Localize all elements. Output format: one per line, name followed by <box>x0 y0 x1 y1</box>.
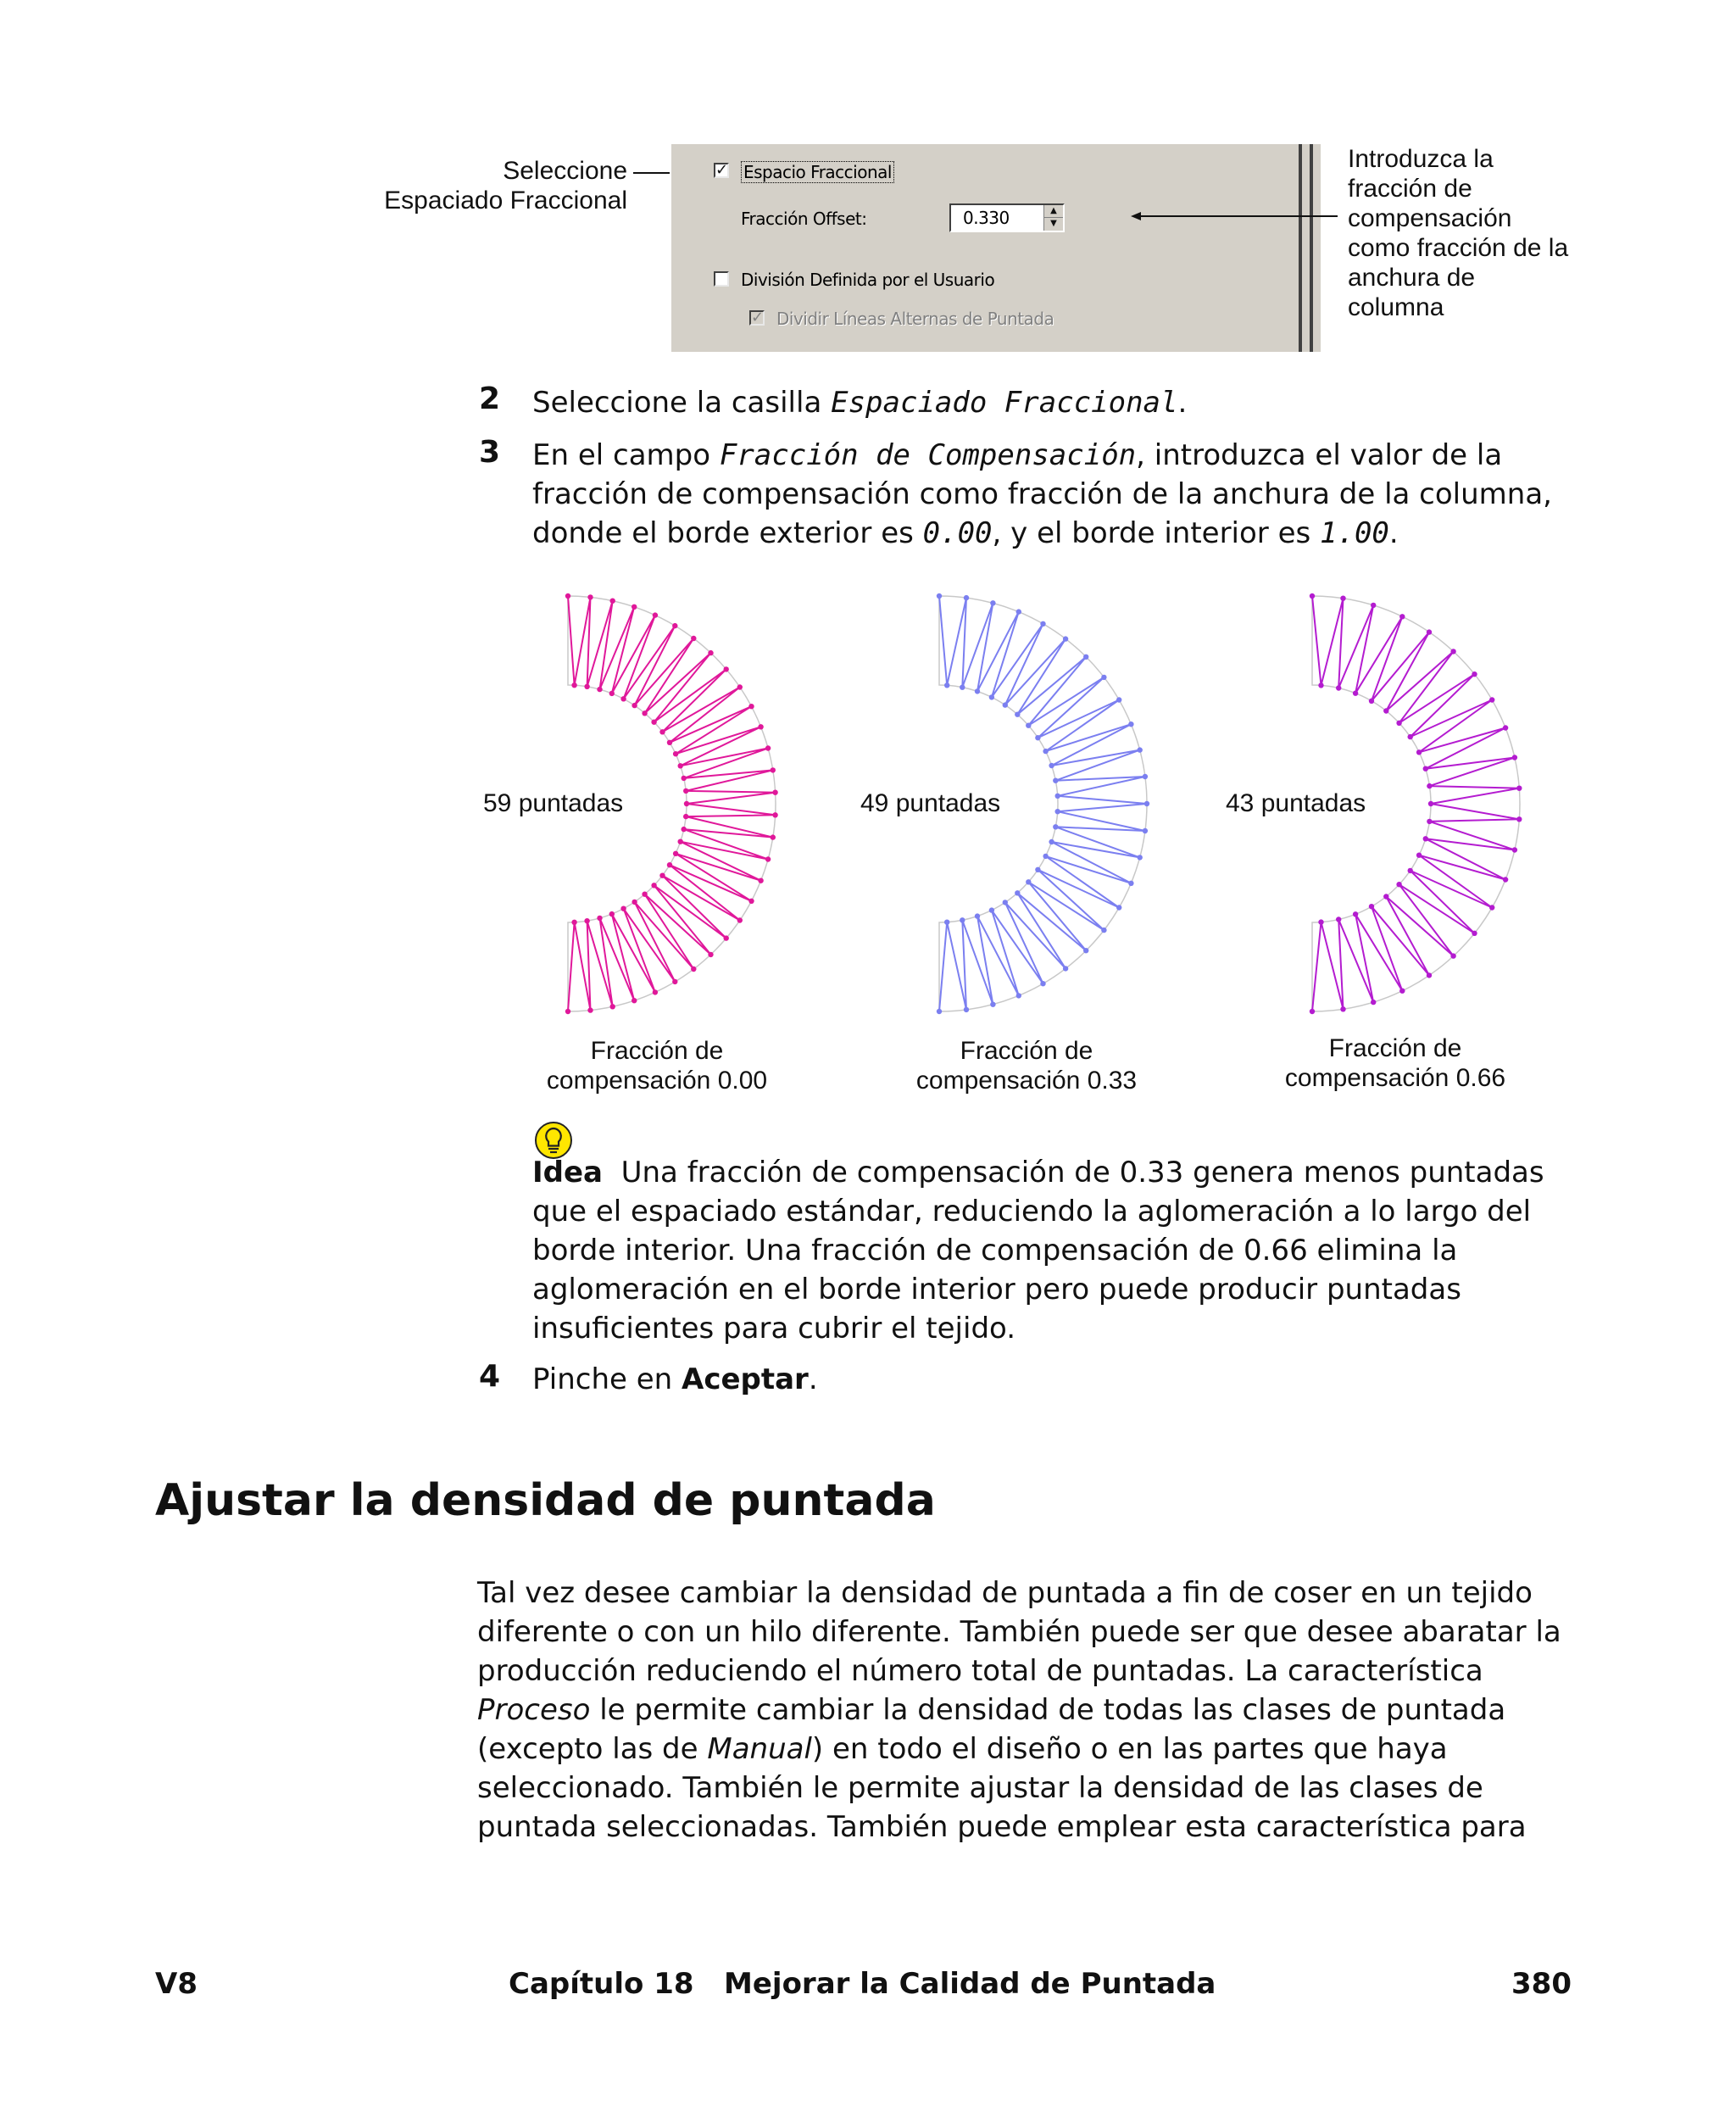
stitch-point <box>632 900 637 905</box>
stitch-point <box>1423 836 1428 841</box>
stitch-point <box>1035 867 1040 872</box>
step-2-number: 2 <box>479 382 501 416</box>
stitch-point <box>1512 847 1517 852</box>
step-3-v2: 1.00 <box>1320 516 1389 550</box>
section-heading: Ajustar la densidad de puntada <box>155 1475 936 1526</box>
stitch-point <box>1516 786 1522 791</box>
tip-line1 <box>532 1153 1544 1192</box>
stitch-point <box>1489 697 1494 702</box>
user-split-checkbox[interactable] <box>714 271 729 287</box>
stitch-point <box>989 694 994 699</box>
stitch-point <box>1383 708 1388 713</box>
stitch-point <box>937 593 942 599</box>
stitch-point <box>1427 783 1432 788</box>
para-line-rest: le permite cambiar la densidad de todas las clases de puntada <box>590 1693 1506 1727</box>
footer-page-number: 380 <box>1511 1967 1572 2001</box>
stitch-point <box>960 917 965 922</box>
stitch-point <box>673 851 678 856</box>
callout-line: fracción de <box>1348 175 1472 203</box>
callout-line: columna <box>1348 293 1444 321</box>
stitch-point <box>975 913 980 918</box>
stitch-point <box>1138 747 1143 752</box>
stitch-point <box>653 989 658 994</box>
step-3-em: Fracción de Compensación <box>719 438 1137 472</box>
step-2-em: Espaciado Fraccional <box>831 386 1178 420</box>
stitch-point <box>597 916 602 921</box>
caption-line: compensación 0.33 <box>915 1067 1138 1095</box>
stitch-point <box>610 1004 615 1009</box>
callout-enter-offset <box>1348 144 1602 322</box>
stitch-point <box>989 907 994 912</box>
para-em-manual: Manual <box>707 1732 812 1766</box>
para-em-proceso: Proceso <box>477 1693 591 1727</box>
stitch-point <box>1143 828 1148 833</box>
stitch-point <box>584 918 589 923</box>
stitch-point <box>659 729 665 734</box>
step-3-line2: fracción de compensación como fracción de la anchura de la columna, <box>532 477 1552 511</box>
stitch-point <box>1353 911 1358 916</box>
step-3-c: donde el borde exterior es <box>532 516 923 550</box>
stitch-point <box>597 687 602 692</box>
step-4-text <box>532 1360 818 1399</box>
stitch-point <box>678 763 683 768</box>
stitch-point <box>565 593 570 599</box>
figure-3-count: 43 puntadas <box>1226 789 1366 817</box>
stitch-point <box>1427 629 1432 634</box>
fractional-spacing-label[interactable]: Espacio Fraccional <box>741 161 894 183</box>
stitch-point <box>651 883 656 888</box>
stitch-point <box>1116 697 1121 702</box>
stitch-point <box>1055 809 1060 814</box>
stitch-point <box>584 684 589 689</box>
spin-up-icon[interactable]: ▲ <box>1044 205 1063 218</box>
stitch-figures <box>475 577 1577 1017</box>
step-3-number: 3 <box>479 435 501 470</box>
stitch-point <box>1423 766 1428 772</box>
figure-1-count: 59 puntadas <box>483 789 624 817</box>
stitch-point <box>1128 721 1133 727</box>
stitch-point <box>642 710 647 716</box>
stitch-point <box>1083 948 1088 953</box>
stitch-point <box>708 650 713 655</box>
stitch-point <box>1399 614 1405 619</box>
stitch-point <box>1371 603 1376 608</box>
stitch-point <box>1318 919 1323 924</box>
stitch-point <box>964 1007 969 1012</box>
stitch-point <box>1408 868 1413 873</box>
spin-buttons[interactable] <box>1043 205 1063 231</box>
caption-line: compensación 0.00 <box>546 1067 768 1095</box>
stitch-point <box>672 623 677 628</box>
tip-line4: aglomeración en el borde interior pero puede producir puntadas <box>532 1273 1461 1306</box>
dialog-separator <box>1299 144 1302 352</box>
stitch-point <box>1336 916 1341 922</box>
callout-line: anchura de <box>1348 264 1476 292</box>
stitch-point <box>1408 734 1413 739</box>
stitch-point <box>1503 877 1508 882</box>
tip-box <box>532 1153 1544 1348</box>
stitch-point <box>1416 853 1422 858</box>
stitch-point <box>1128 881 1133 886</box>
stitch-point <box>1116 905 1121 910</box>
stitch-point <box>1503 725 1508 730</box>
stitch-point <box>737 684 743 689</box>
stitch-point <box>1015 890 1020 895</box>
stitch-point <box>937 1009 942 1014</box>
step-4-c: . <box>808 1362 818 1396</box>
spin-down-icon[interactable]: ▼ <box>1050 219 1057 228</box>
stitch-point <box>758 878 763 883</box>
figure-2-caption <box>891 1036 1162 1095</box>
callout-line: Introduzca la <box>1348 145 1494 173</box>
stitch-point <box>1083 655 1088 660</box>
stitch-point <box>1396 882 1401 887</box>
para-line: seleccionado. También le permite ajustar la densidad de las clases de <box>477 1771 1483 1805</box>
para-line: producción reduciendo el número total de puntadas. La característica <box>477 1654 1483 1688</box>
stitch-point <box>1427 819 1432 824</box>
tip-text: Una fracción de compensación de 0.33 genera menos puntadas <box>620 1156 1544 1189</box>
section-paragraph <box>477 1574 1561 1847</box>
fractional-spacing-dialog <box>670 144 1321 352</box>
stitch-point <box>737 917 743 922</box>
offset-value[interactable]: 0.330 <box>963 208 1010 228</box>
stitch-point <box>1055 794 1060 799</box>
step-2-text <box>532 383 1187 422</box>
alternate-lines-label: Dividir Líneas Alternas de Puntada <box>776 309 1054 329</box>
step-3-d: , y el borde interior es <box>992 516 1321 550</box>
stitch-point <box>1016 609 1021 614</box>
callout-line: como fracción de la <box>1348 234 1569 262</box>
stitch-point <box>1336 685 1341 690</box>
step-4-a: Pinche en <box>532 1362 682 1396</box>
stitch-point <box>1472 671 1477 677</box>
stitch-point <box>682 827 687 832</box>
stitch-point <box>1416 749 1422 755</box>
para-line: diferente o con un hilo diferente. También puede ser que desee abaratar la <box>477 1615 1561 1649</box>
stitch-point <box>1318 682 1323 688</box>
callout-line: Seleccione <box>503 157 627 185</box>
stitch-point <box>1138 855 1143 860</box>
stitch-point <box>684 801 689 806</box>
stitch-point <box>748 899 754 904</box>
stitch-point <box>1040 981 1045 986</box>
stitch-point <box>1369 699 1374 704</box>
step-3-e: . <box>1388 516 1399 550</box>
alternate-lines-checkbox: ✓ <box>751 309 765 326</box>
step-3-line1 <box>532 436 1552 475</box>
stitch-point <box>765 745 771 750</box>
stitch-point <box>1043 854 1048 859</box>
stitch-point <box>1353 691 1358 696</box>
stitch-point <box>1340 596 1345 601</box>
footer-chapter: Capítulo 18 Mejorar la Calidad de Puntada <box>509 1967 1216 2001</box>
stitch-point <box>990 1002 995 1007</box>
tip-line2: que el espaciado estándar, reduciendo la aglomeración a lo largo del <box>532 1195 1532 1228</box>
stitch-point <box>1053 824 1058 829</box>
stitch-point <box>1472 931 1477 936</box>
stitch-point <box>667 862 672 867</box>
stitch-point <box>1043 749 1048 754</box>
offset-label: Fracción Offset: <box>741 209 867 229</box>
user-split-label[interactable]: División Definida por el Usuario <box>741 270 995 290</box>
stitch-point <box>1427 972 1432 978</box>
stitch-point <box>1310 1009 1315 1014</box>
stitch-point <box>765 856 771 861</box>
stitch-point <box>1049 763 1054 768</box>
stitch-point <box>651 720 656 725</box>
stitch-point <box>620 906 626 911</box>
stitch-point <box>667 740 672 745</box>
stitch-point <box>1101 928 1106 933</box>
stitch-point <box>1512 755 1517 760</box>
para-line: Tal vez desee cambiar la densidad de puntada a fin de coser en un tejido <box>477 1576 1533 1610</box>
stitch-point <box>724 935 729 940</box>
step-2-a: Seleccione la casilla <box>532 386 832 420</box>
footer-version: V8 <box>155 1967 198 2001</box>
stitch-point <box>964 595 969 600</box>
callout-arrow-right <box>1127 203 1339 229</box>
step-4-accept: Aceptar <box>682 1362 809 1396</box>
callout-select-fractional <box>373 156 627 215</box>
stitch-point <box>659 873 665 878</box>
stitch-point <box>1340 1006 1345 1011</box>
para-line: puntada seleccionadas. También puede emplear esta característica para <box>477 1810 1527 1844</box>
figure-2-count: 49 puntadas <box>860 789 1001 817</box>
offset-spinbox[interactable] <box>949 203 1065 232</box>
stitch-point <box>960 685 965 690</box>
stitch-point <box>571 682 576 688</box>
stitch-point <box>724 666 729 671</box>
stitch-point <box>691 967 696 972</box>
para-a: (excepto las de <box>477 1732 708 1766</box>
para-b: ) en todo el diseño o en las partes que haya <box>811 1732 1448 1766</box>
stitch-point <box>990 600 995 605</box>
stitch-point <box>642 892 647 897</box>
stitch-point <box>1396 721 1401 726</box>
caption-line: Fracción de <box>960 1037 1093 1065</box>
step-3-a: En el campo <box>532 438 720 472</box>
stitch-point <box>609 691 615 696</box>
stitch-point <box>1399 989 1405 994</box>
tip-line5: insuficientes para cubrir el tejido. <box>532 1312 1016 1345</box>
step-3-text <box>532 436 1552 553</box>
stitch-point <box>1049 839 1054 844</box>
para-line <box>477 1730 1561 1769</box>
stitch-point <box>1143 774 1148 779</box>
stitch-point <box>772 790 777 795</box>
dialog-separator <box>1310 144 1313 352</box>
stitch-point <box>587 1007 593 1012</box>
stitch-point <box>1489 905 1494 910</box>
stitch-point <box>944 920 949 925</box>
callout-line: Espaciado Fraccional <box>384 187 627 214</box>
stitch-point <box>678 839 683 844</box>
step-2-b: . <box>1177 386 1188 420</box>
fractional-spacing-checkbox[interactable]: ✓ <box>715 161 729 179</box>
stitch-point <box>653 612 658 617</box>
stitch-point <box>682 776 687 781</box>
stitch-point <box>708 952 713 957</box>
stitch-point <box>672 979 677 984</box>
stitch-point <box>1026 879 1031 884</box>
stitch-point <box>673 751 678 756</box>
stitch-point <box>691 636 696 641</box>
stitch-point <box>772 812 777 817</box>
stitch-point <box>632 604 637 610</box>
caption-line: Fracción de <box>590 1037 724 1065</box>
stitch-point <box>1040 621 1045 627</box>
stitch-point <box>1516 816 1522 822</box>
stitch-point <box>1383 894 1388 899</box>
stitch-point <box>1450 953 1455 958</box>
stitch-point <box>609 911 615 916</box>
stitch-point <box>571 920 576 925</box>
stitch-point <box>620 696 626 701</box>
stitch-point <box>1310 593 1315 599</box>
stitch-point <box>1053 778 1058 783</box>
para-line <box>477 1691 1561 1730</box>
stitch-point <box>1428 801 1433 806</box>
stitch-point <box>1015 712 1020 717</box>
stitch-point <box>1003 900 1008 905</box>
caption-line: compensación 0.66 <box>1284 1064 1506 1092</box>
step-3-v1: 0.00 <box>922 516 993 550</box>
stitch-point <box>1035 735 1040 740</box>
stitch-point <box>1063 966 1068 971</box>
figure-3-caption <box>1260 1033 1531 1093</box>
caption-line: Fracción de <box>1328 1034 1462 1062</box>
stitch-point <box>1369 904 1374 909</box>
stitch-point <box>1101 675 1106 680</box>
tip-label: Idea <box>532 1156 603 1189</box>
stitch-point <box>565 1009 570 1014</box>
stitch-point <box>1450 649 1455 654</box>
stitch-point <box>771 767 776 772</box>
step-3-line3 <box>532 514 1552 553</box>
stitch-point <box>632 998 637 1003</box>
stitch-point <box>975 688 980 694</box>
tip-line3: borde interior. Una fracción de compensación de 0.66 elimina la <box>532 1234 1458 1267</box>
stitch-point <box>610 599 615 604</box>
stitch-point <box>1063 636 1068 641</box>
step-4-number: 4 <box>479 1359 501 1394</box>
stitch-point <box>683 814 688 819</box>
stitch-point <box>1016 993 1021 998</box>
stitch-point <box>1026 723 1031 728</box>
stitch-point <box>1371 1000 1376 1005</box>
stitch-point <box>1144 801 1149 806</box>
stitch-point <box>748 704 754 709</box>
callout-line: compensación <box>1348 204 1512 232</box>
stitch-point <box>587 594 593 599</box>
stitch-point <box>944 682 949 688</box>
stitch-point <box>758 724 763 729</box>
figure-1-caption <box>521 1036 793 1095</box>
stitch-point <box>771 834 776 839</box>
stitch-point <box>683 788 688 794</box>
step-3-b: , introduzca el valor de la <box>1136 438 1503 472</box>
stitch-point <box>632 703 637 708</box>
stitch-point <box>1003 702 1008 707</box>
